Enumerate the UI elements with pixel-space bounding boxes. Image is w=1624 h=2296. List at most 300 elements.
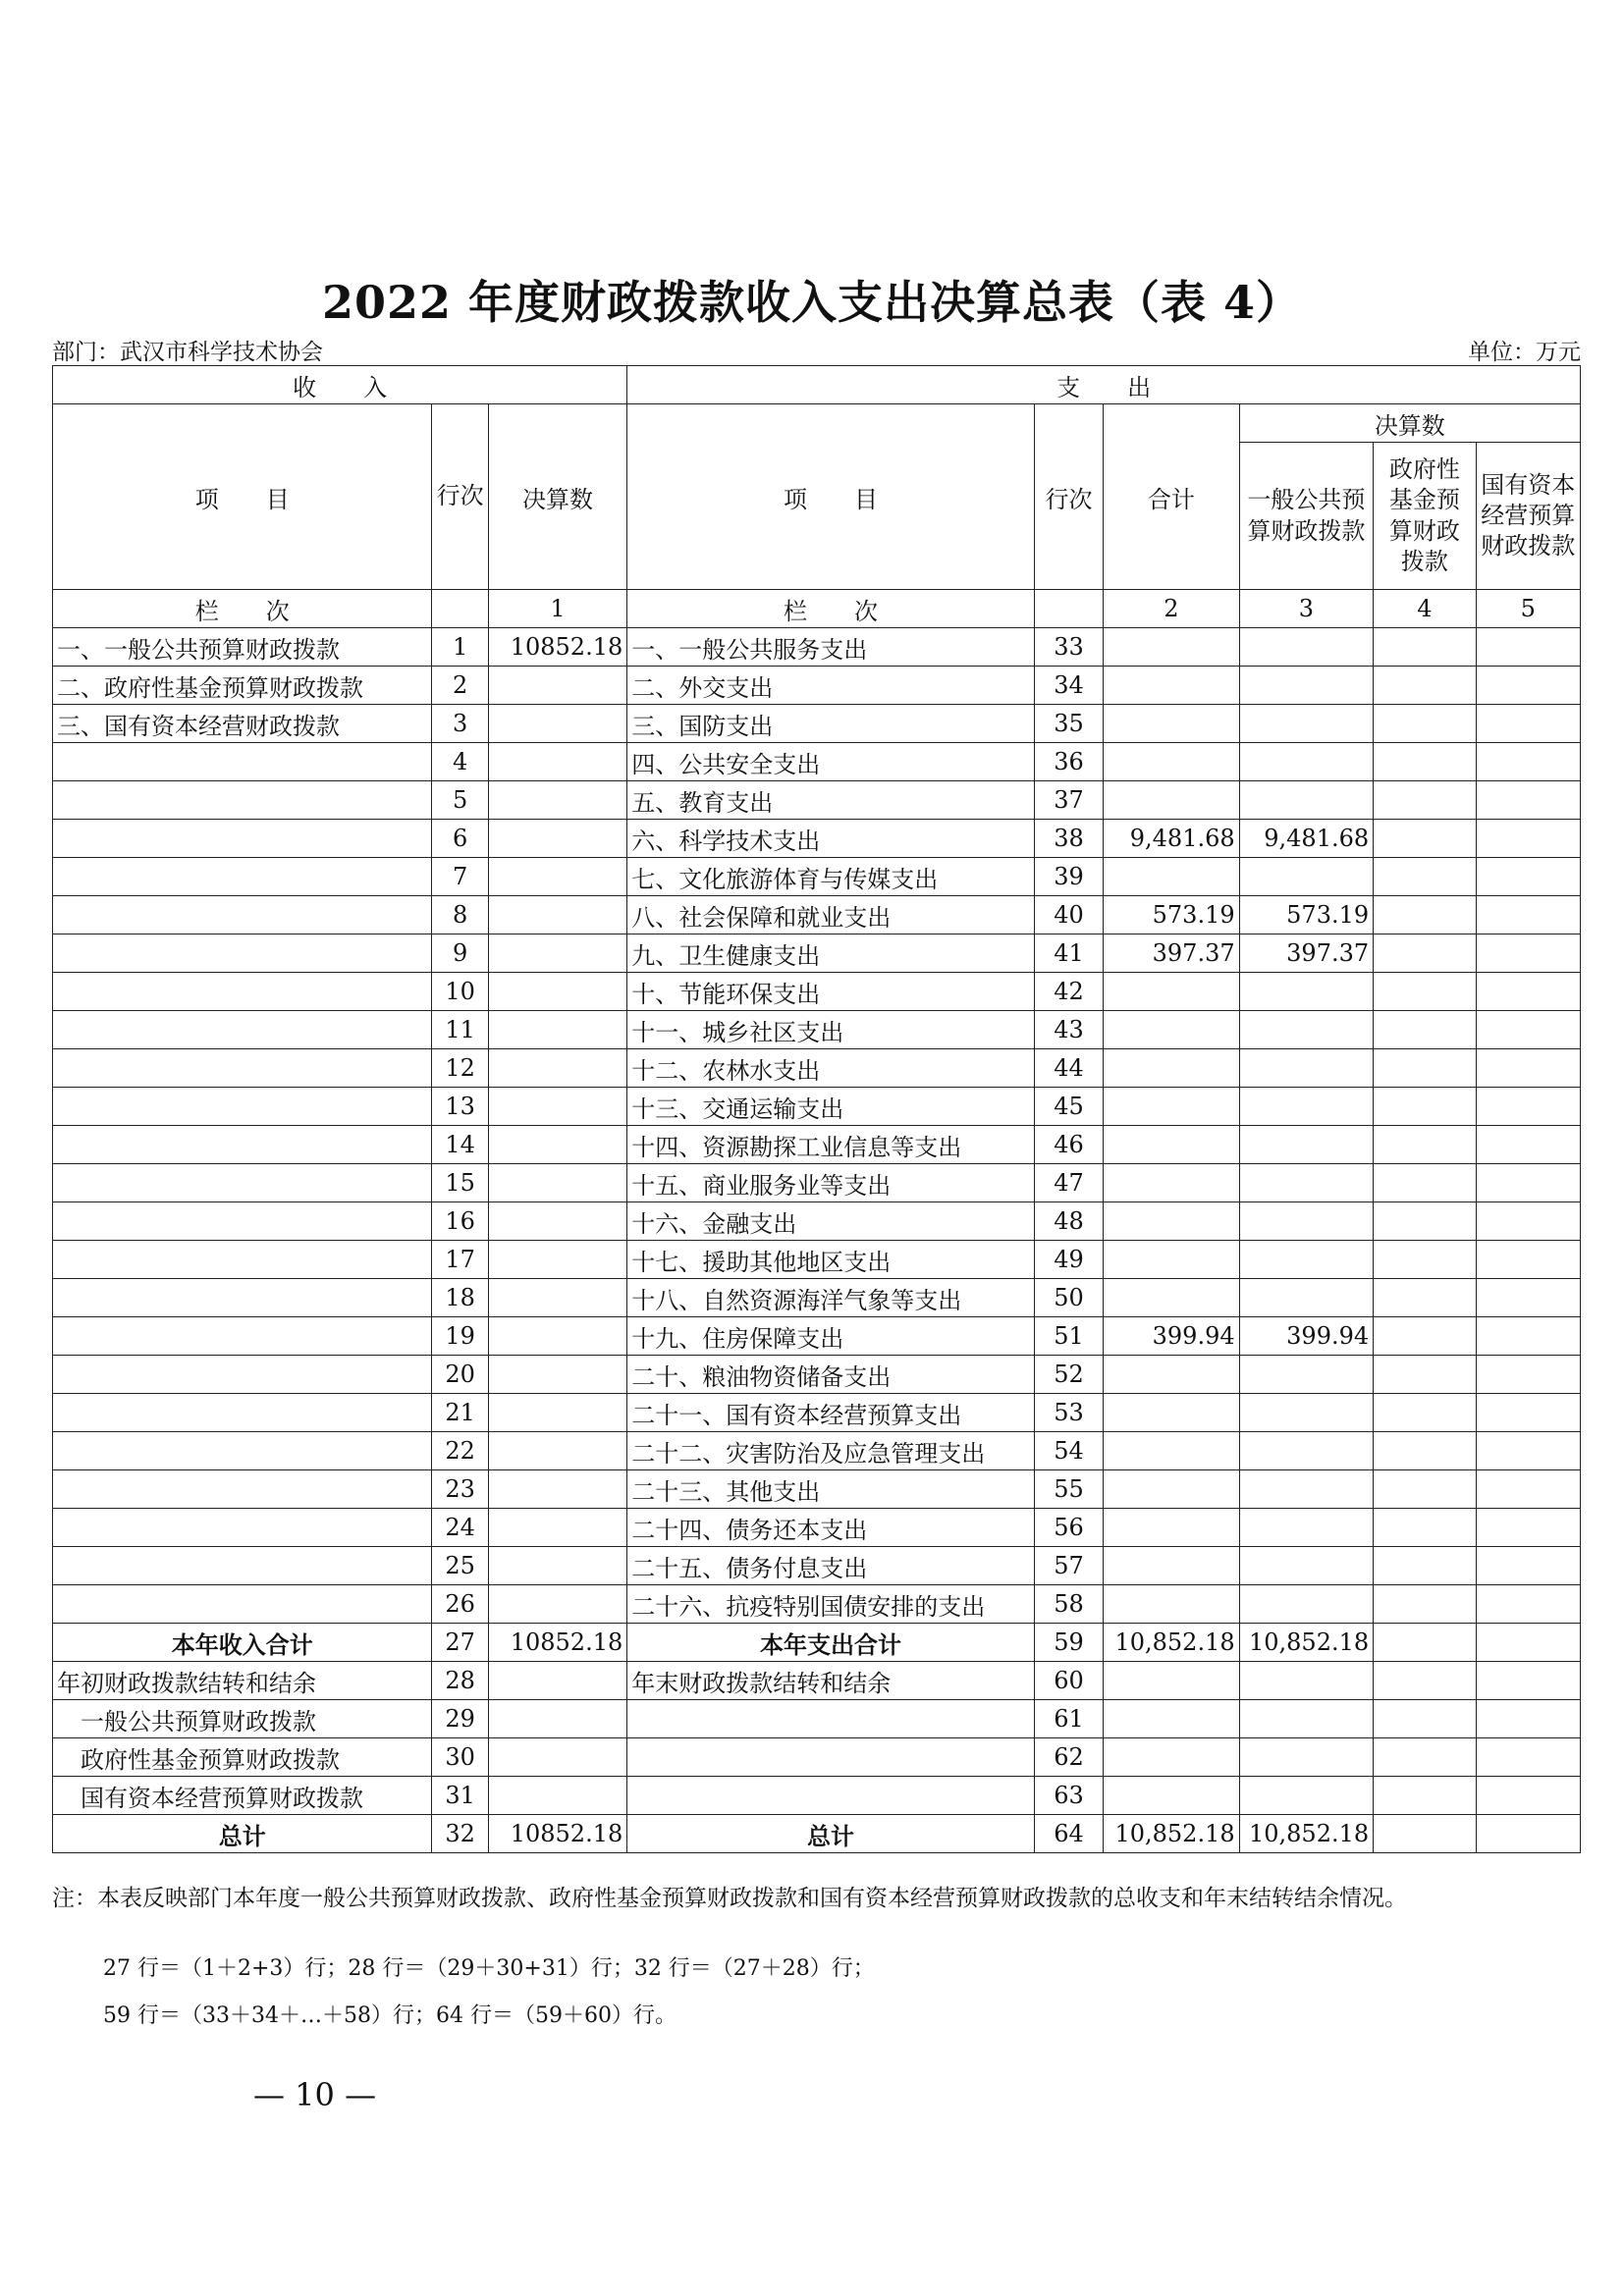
income-row-number: 28 [432, 1662, 488, 1700]
expense-item: 二十一、国有资本经营预算支出 [627, 1394, 1035, 1432]
expense-row-number: 41 [1034, 934, 1103, 973]
expense-row-number: 37 [1034, 781, 1103, 820]
income-item [53, 858, 432, 896]
gov-fund-amount [1374, 1356, 1476, 1394]
gov-fund-amount [1374, 1164, 1476, 1202]
state-capital-amount [1476, 1317, 1580, 1356]
expense-row-number: 61 [1034, 1700, 1103, 1738]
expense-item: 十一、城乡社区支出 [627, 1011, 1035, 1049]
gov-fund-amount [1374, 1662, 1476, 1700]
expense-total [1104, 667, 1240, 705]
expense-item: 十、节能环保支出 [627, 973, 1035, 1011]
income-amount [488, 1738, 627, 1777]
income-amount [488, 896, 627, 934]
gov-fund-amount [1374, 628, 1476, 667]
income-row-number: 29 [432, 1700, 488, 1738]
income-amount [488, 1470, 627, 1509]
expense-item: 二、外交支出 [627, 667, 1035, 705]
income-amount [488, 820, 627, 858]
income-row-number: 10 [432, 973, 488, 1011]
state-capital-amount [1476, 743, 1580, 781]
expense-total [1104, 1777, 1240, 1815]
table-row [53, 781, 1581, 820]
col-number: 4 [1374, 590, 1476, 628]
state-capital-amount [1476, 1738, 1580, 1777]
general-budget-amount [1239, 1509, 1374, 1547]
general-budget-amount [1239, 1356, 1374, 1394]
formula-line-1: 27 行＝（1＋2+3）行；28 行＝（29＋30+31）行；32 行＝（27＋28）行； [103, 1956, 875, 1981]
expense-row-number: 60 [1034, 1662, 1103, 1700]
state-capital-amount [1476, 628, 1580, 667]
footnote: 注：本表反映部门本年度一般公共预算财政拨款、政府性基金预算财政拨款和国有资本经营预算财政拨款的总收支和年末结转结余情况。 [52, 1886, 1407, 1911]
state-capital-amount [1476, 973, 1580, 1011]
income-item [53, 1547, 432, 1585]
expense-item: 十四、资源勘探工业信息等支出 [627, 1126, 1035, 1164]
expense-item: 二十、粮油物资储备支出 [627, 1356, 1035, 1394]
table-row [53, 1011, 1581, 1049]
expense-total: 573.19 [1104, 896, 1240, 934]
gov-fund-amount [1374, 1624, 1476, 1662]
table-row [53, 705, 1581, 743]
carry-row [53, 1700, 1581, 1738]
state-capital-amount [1476, 1394, 1580, 1432]
expense-row-number: 42 [1034, 973, 1103, 1011]
gov-fund-amount [1374, 705, 1476, 743]
income-amount [488, 1126, 627, 1164]
expense-row-number: 34 [1034, 667, 1103, 705]
income-row-number: 22 [432, 1432, 488, 1470]
table-row [53, 1470, 1581, 1509]
income-item: 一、一般公共预算财政拨款 [53, 628, 432, 667]
expense-total [1104, 1738, 1240, 1777]
general-budget-amount [1239, 1164, 1374, 1202]
subtotal-row [53, 1624, 1581, 1662]
table-row [53, 1126, 1581, 1164]
general-budget-amount [1239, 1049, 1374, 1088]
carry-row [53, 1738, 1581, 1777]
expense-row-number: 54 [1034, 1432, 1103, 1470]
expense-total [1104, 1202, 1240, 1241]
state-capital-amount [1476, 896, 1580, 934]
income-row-number: 24 [432, 1509, 488, 1547]
income-total-label: 总计 [53, 1815, 432, 1853]
income-item [53, 1126, 432, 1164]
expense-total [1104, 1356, 1240, 1394]
income-row-number: 9 [432, 934, 488, 973]
income-row-number: 1 [432, 628, 488, 667]
income-item [53, 1394, 432, 1432]
general-budget-amount [1239, 1088, 1374, 1126]
general-budget-amount [1239, 628, 1374, 667]
income-row-number: 12 [432, 1049, 488, 1088]
general-budget-amount [1239, 1279, 1374, 1317]
income-item: 政府性基金预算财政拨款 [53, 1738, 432, 1777]
income-amount [488, 1088, 627, 1126]
income-item [53, 1432, 432, 1470]
gov-fund-amount [1374, 1202, 1476, 1241]
income-amount [488, 1202, 627, 1241]
expense-item: 十五、商业服务业等支出 [627, 1164, 1035, 1202]
expense-row-number: 40 [1034, 896, 1103, 934]
income-amount [488, 743, 627, 781]
general-budget-amount [1239, 1126, 1374, 1164]
col-number: 1 [488, 590, 627, 628]
general-budget-amount [1239, 1394, 1374, 1432]
expense-item: 七、文化旅游体育与传媒支出 [627, 858, 1035, 896]
income-row-number: 14 [432, 1126, 488, 1164]
general-budget-amount: 10,852.18 [1239, 1815, 1374, 1853]
income-item [53, 1164, 432, 1202]
income-item [53, 820, 432, 858]
expense-total [1104, 628, 1240, 667]
general-budget-amount [1239, 1241, 1374, 1279]
income-row-number: 2 [432, 667, 488, 705]
state-capital-amount [1476, 1777, 1580, 1815]
expense-total [1104, 1432, 1240, 1470]
expense-row-number: 58 [1034, 1585, 1103, 1624]
income-amount [488, 705, 627, 743]
expense-row-number: 46 [1034, 1126, 1103, 1164]
expense-total [1104, 1394, 1240, 1432]
general-budget-amount [1239, 667, 1374, 705]
page-number: — 10 — [253, 2076, 377, 2113]
income-row-number: 30 [432, 1738, 488, 1777]
expense-total-label: 本年支出合计 [627, 1624, 1035, 1662]
income-item: 年初财政拨款结转和结余 [53, 1662, 432, 1700]
income-amount [488, 858, 627, 896]
expense-total: 10,852.18 [1104, 1815, 1240, 1853]
income-row-number: 25 [432, 1547, 488, 1585]
state-capital-amount [1476, 1202, 1580, 1241]
expense-row-number: 49 [1034, 1241, 1103, 1279]
table-row [53, 1585, 1581, 1624]
income-item: 一般公共预算财政拨款 [53, 1700, 432, 1738]
expense-item: 十三、交通运输支出 [627, 1088, 1035, 1126]
income-amount [488, 1164, 627, 1202]
grand-total-row [53, 1815, 1581, 1853]
general-budget-amount [1239, 1738, 1374, 1777]
income-header: 收 入 [53, 366, 627, 404]
general-budget-amount [1239, 743, 1374, 781]
expense-row-number: 45 [1034, 1088, 1103, 1126]
state-capital-amount [1476, 1547, 1580, 1585]
income-amount [488, 667, 627, 705]
income-item [53, 973, 432, 1011]
gov-fund-amount [1374, 743, 1476, 781]
gov-fund-amount [1374, 1777, 1476, 1815]
table-row [53, 858, 1581, 896]
budget-table [52, 365, 1581, 1853]
income-amount [488, 1432, 627, 1470]
table-row [53, 743, 1581, 781]
income-item [53, 1202, 432, 1241]
income-amount [488, 1777, 627, 1815]
expense-total-label: 总计 [627, 1815, 1035, 1853]
expense-total [1104, 1011, 1240, 1049]
state-capital-amount [1476, 667, 1580, 705]
expense-total [1104, 1049, 1240, 1088]
general-budget-amount [1239, 1700, 1374, 1738]
expense-total [1104, 858, 1240, 896]
state-capital-amount [1476, 1279, 1580, 1317]
expense-row-number: 39 [1034, 858, 1103, 896]
table-row [53, 1394, 1581, 1432]
expense-item: 二十三、其他支出 [627, 1470, 1035, 1509]
formula-line-2: 59 行＝（33＋34＋…＋58）行；64 行＝（59＋60）行。 [103, 2003, 677, 2028]
general-budget-amount [1239, 1470, 1374, 1509]
gov-fund-amount [1374, 1815, 1476, 1853]
expense-row-number: 56 [1034, 1509, 1103, 1547]
income-row-number: 15 [432, 1164, 488, 1202]
expense-item: 一、一般公共服务支出 [627, 628, 1035, 667]
expense-row-number: 55 [1034, 1470, 1103, 1509]
state-capital-amount [1476, 1356, 1580, 1394]
general-budget-amount: 10,852.18 [1239, 1624, 1374, 1662]
expense-total [1104, 1241, 1240, 1279]
state-capital-amount [1476, 1432, 1580, 1470]
income-item [53, 1356, 432, 1394]
expense-row-number: 44 [1034, 1049, 1103, 1088]
expense-row-number: 36 [1034, 743, 1103, 781]
state-capital-header: 国有资本经营预算财政拨款 [1476, 443, 1580, 590]
expense-total: 397.37 [1104, 934, 1240, 973]
expense-row-number: 59 [1034, 1624, 1103, 1662]
gov-fund-amount [1374, 1279, 1476, 1317]
expense-item: 六、科学技术支出 [627, 820, 1035, 858]
income-row-number: 8 [432, 896, 488, 934]
income-row-number: 6 [432, 820, 488, 858]
income-item [53, 1241, 432, 1279]
expense-item [627, 1738, 1035, 1777]
state-capital-amount [1476, 1088, 1580, 1126]
table-row [53, 1432, 1581, 1470]
expense-row-number: 38 [1034, 820, 1103, 858]
table-row [53, 1088, 1581, 1126]
expense-item: 三、国防支出 [627, 705, 1035, 743]
table-row [53, 1547, 1581, 1585]
income-amount [488, 781, 627, 820]
general-budget-amount [1239, 1547, 1374, 1585]
income-item [53, 1470, 432, 1509]
expense-row-number: 62 [1034, 1738, 1103, 1777]
expense-item: 九、卫生健康支出 [627, 934, 1035, 973]
table-row [53, 820, 1581, 858]
gov-fund-amount [1374, 1241, 1476, 1279]
gov-fund-amount [1374, 1317, 1476, 1356]
expense-total [1104, 1509, 1240, 1547]
table-row [53, 667, 1581, 705]
income-amount [488, 1241, 627, 1279]
expense-item [627, 1700, 1035, 1738]
gov-fund-amount [1374, 1585, 1476, 1624]
final-group-header: 决算数 [1239, 404, 1580, 443]
expense-row-number: 52 [1034, 1356, 1103, 1394]
table-row [53, 1356, 1581, 1394]
expense-total [1104, 973, 1240, 1011]
income-amount [488, 1509, 627, 1547]
expense-row-number: 48 [1034, 1202, 1103, 1241]
state-capital-amount [1476, 1662, 1580, 1700]
income-item [53, 934, 432, 973]
gov-fund-amount [1374, 1088, 1476, 1126]
expense-row-number: 43 [1034, 1011, 1103, 1049]
expense-row-number: 53 [1034, 1394, 1103, 1432]
state-capital-amount [1476, 1700, 1580, 1738]
income-row-number: 26 [432, 1585, 488, 1624]
general-budget-amount [1239, 973, 1374, 1011]
expense-item: 四、公共安全支出 [627, 743, 1035, 781]
state-capital-amount [1476, 1126, 1580, 1164]
table-row [53, 934, 1581, 973]
income-row-header: 行次 [432, 404, 488, 590]
expense-item: 十八、自然资源海洋气象等支出 [627, 1279, 1035, 1317]
expense-total [1104, 1279, 1240, 1317]
table-row [53, 628, 1581, 667]
table-row [53, 1317, 1581, 1356]
expense-row-number: 57 [1034, 1547, 1103, 1585]
income-row-number: 4 [432, 743, 488, 781]
carry-row [53, 1777, 1581, 1815]
state-capital-amount [1476, 1470, 1580, 1509]
expense-item: 十九、住房保障支出 [627, 1317, 1035, 1356]
gov-fund-amount [1374, 1011, 1476, 1049]
income-item [53, 1279, 432, 1317]
general-budget-amount [1239, 1585, 1374, 1624]
gov-fund-amount [1374, 858, 1476, 896]
income-row-number: 7 [432, 858, 488, 896]
income-item [53, 1011, 432, 1049]
state-capital-amount [1476, 781, 1580, 820]
income-item: 三、国有资本经营财政拨款 [53, 705, 432, 743]
expense-total [1104, 1547, 1240, 1585]
state-capital-amount [1476, 705, 1580, 743]
table-row [53, 1279, 1581, 1317]
expense-item: 十七、援助其他地区支出 [627, 1241, 1035, 1279]
expense-row-number: 63 [1034, 1777, 1103, 1815]
income-item: 国有资本经营预算财政拨款 [53, 1777, 432, 1815]
gov-fund-header: 政府性基金预算财政拨款 [1374, 443, 1476, 590]
income-row-number: 13 [432, 1088, 488, 1126]
income-item [53, 1088, 432, 1126]
income-row-number: 32 [432, 1815, 488, 1853]
gov-fund-amount [1374, 820, 1476, 858]
expense-item [627, 1777, 1035, 1815]
unit-label: 单位：万元 [1468, 340, 1581, 365]
income-row-number: 21 [432, 1394, 488, 1432]
general-budget-amount: 399.94 [1239, 1317, 1374, 1356]
expense-total [1104, 705, 1240, 743]
general-budget-amount: 9,481.68 [1239, 820, 1374, 858]
expense-total [1104, 1088, 1240, 1126]
income-row-number: 31 [432, 1777, 488, 1815]
gov-fund-amount [1374, 1509, 1476, 1547]
income-row-number: 3 [432, 705, 488, 743]
income-amount [488, 1049, 627, 1088]
general-budget-amount [1239, 858, 1374, 896]
income-row-number: 23 [432, 1470, 488, 1509]
expense-row-header: 行次 [1034, 404, 1103, 590]
general-budget-amount [1239, 1662, 1374, 1700]
state-capital-amount [1476, 1815, 1580, 1853]
table-row [53, 1164, 1581, 1202]
general-budget-amount: 573.19 [1239, 896, 1374, 934]
column-label: 栏 次 [627, 590, 1035, 628]
gov-fund-amount [1374, 1049, 1476, 1088]
income-row-number: 27 [432, 1624, 488, 1662]
expense-total [1104, 781, 1240, 820]
state-capital-amount [1476, 1049, 1580, 1088]
department-label: 部门：武汉市科学技术协会 [52, 340, 323, 365]
general-budget-amount: 397.37 [1239, 934, 1374, 973]
general-budget-amount [1239, 1011, 1374, 1049]
expense-total [1104, 1126, 1240, 1164]
income-item [53, 1585, 432, 1624]
general-budget-amount [1239, 705, 1374, 743]
expense-item: 二十二、灾害防治及应急管理支出 [627, 1432, 1035, 1470]
gov-fund-amount [1374, 1738, 1476, 1777]
gov-fund-amount [1374, 781, 1476, 820]
gov-fund-amount [1374, 1700, 1476, 1738]
income-amount [488, 1011, 627, 1049]
carry-row [53, 1662, 1581, 1700]
expense-item: 十二、农林水支出 [627, 1049, 1035, 1088]
expense-header: 支 出 [627, 366, 1581, 404]
expense-item-header: 项 目 [627, 404, 1035, 590]
income-amount [488, 1356, 627, 1394]
income-amount [488, 1700, 627, 1738]
page-title: 2022 年度财政拨款收入支出决算总表（表 4） [321, 276, 1303, 329]
gov-fund-amount [1374, 1432, 1476, 1470]
expense-total [1104, 1470, 1240, 1509]
income-item [53, 1049, 432, 1088]
empty-cell [432, 590, 488, 628]
expense-row-number: 51 [1034, 1317, 1103, 1356]
table-row [53, 1509, 1581, 1547]
gov-fund-amount [1374, 1470, 1476, 1509]
gov-fund-amount [1374, 667, 1476, 705]
expense-total: 9,481.68 [1104, 820, 1240, 858]
income-row-number: 11 [432, 1011, 488, 1049]
col-number: 2 [1104, 590, 1240, 628]
expense-total [1104, 1700, 1240, 1738]
expense-item: 八、社会保障和就业支出 [627, 896, 1035, 934]
income-amount-header: 决算数 [488, 404, 627, 590]
income-amount: 10852.18 [488, 1624, 627, 1662]
income-item: 二、政府性基金预算财政拨款 [53, 667, 432, 705]
expense-total: 399.94 [1104, 1317, 1240, 1356]
income-amount [488, 1585, 627, 1624]
expense-item: 五、教育支出 [627, 781, 1035, 820]
expense-total [1104, 1662, 1240, 1700]
general-budget-amount [1239, 781, 1374, 820]
column-label: 栏 次 [53, 590, 432, 628]
income-row-number: 19 [432, 1317, 488, 1356]
state-capital-amount [1476, 1011, 1580, 1049]
income-item [53, 1509, 432, 1547]
income-amount [488, 1547, 627, 1585]
income-amount [488, 973, 627, 1011]
table-row [53, 1202, 1581, 1241]
expense-total [1104, 1585, 1240, 1624]
table-row [53, 1241, 1581, 1279]
income-total-label: 本年收入合计 [53, 1624, 432, 1662]
expense-total [1104, 743, 1240, 781]
income-amount [488, 1394, 627, 1432]
expense-item: 二十五、债务付息支出 [627, 1547, 1035, 1585]
income-row-number: 17 [432, 1241, 488, 1279]
gov-fund-amount [1374, 896, 1476, 934]
general-budget-header: 一般公共预算财政拨款 [1239, 443, 1374, 590]
